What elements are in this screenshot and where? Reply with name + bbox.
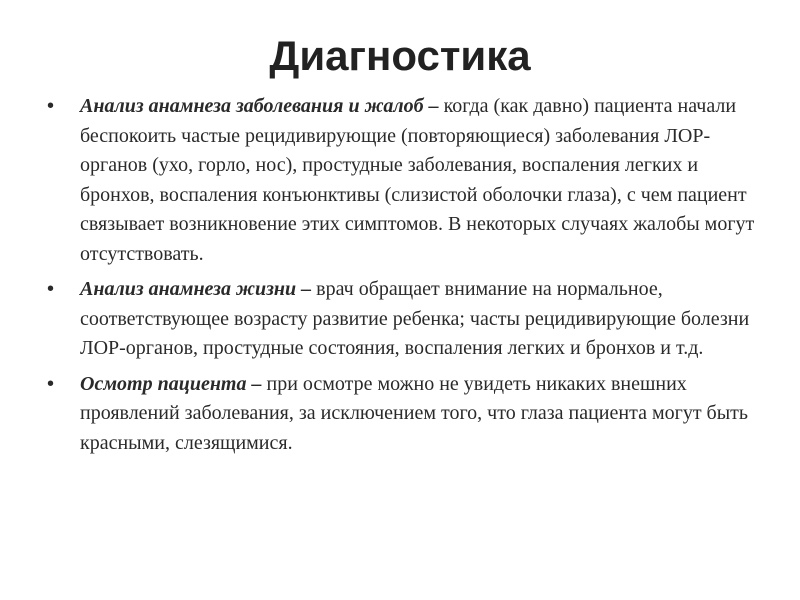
bullet-icon: • [47, 372, 55, 395]
bullet-text: врач обращает внимание на нормальное, соответствующее возрасту развитие ребенка; часты рецидивирующие болезни ЛОР-органов, простудные состояния, воспаления легких и бронхов и т.д. [80, 278, 750, 359]
bullet-item-anamnesis-disease [45, 92, 760, 269]
bullet-icon: • [47, 278, 55, 300]
bullet-text: когда (как давно) пациента начали беспокоить частые рецидивирующие (повторяющиеся) заболевания ЛОР-органов (ухо, горло, нос), простудные заболевания, воспаления легких и бронхов, воспаления конъюнктивы (слизистой оболочки глаза), с чем пациент связывает возникновение этих симптомов. В некоторых случаях жалобы могут отсутствовать. [80, 95, 755, 265]
bullet-term: Анализ анамнеза жизни – [80, 278, 312, 300]
slide-title: Диагностика [269, 32, 531, 79]
bullet-term: Осмотр пациента – [80, 372, 262, 395]
bullet-term: Анализ анамнеза заболевания и жалоб – [80, 95, 439, 117]
bullet-list [45, 92, 760, 464]
bullet-text: при осмотре можно не увидеть никаких внешних проявлений заболевания, за исключением того, что глаза пациента могут быть красными, слезящимися. [80, 372, 749, 454]
bullet-icon: • [47, 95, 55, 117]
bullet-item-examination [45, 370, 760, 459]
bullet-item-anamnesis-life [45, 275, 760, 364]
